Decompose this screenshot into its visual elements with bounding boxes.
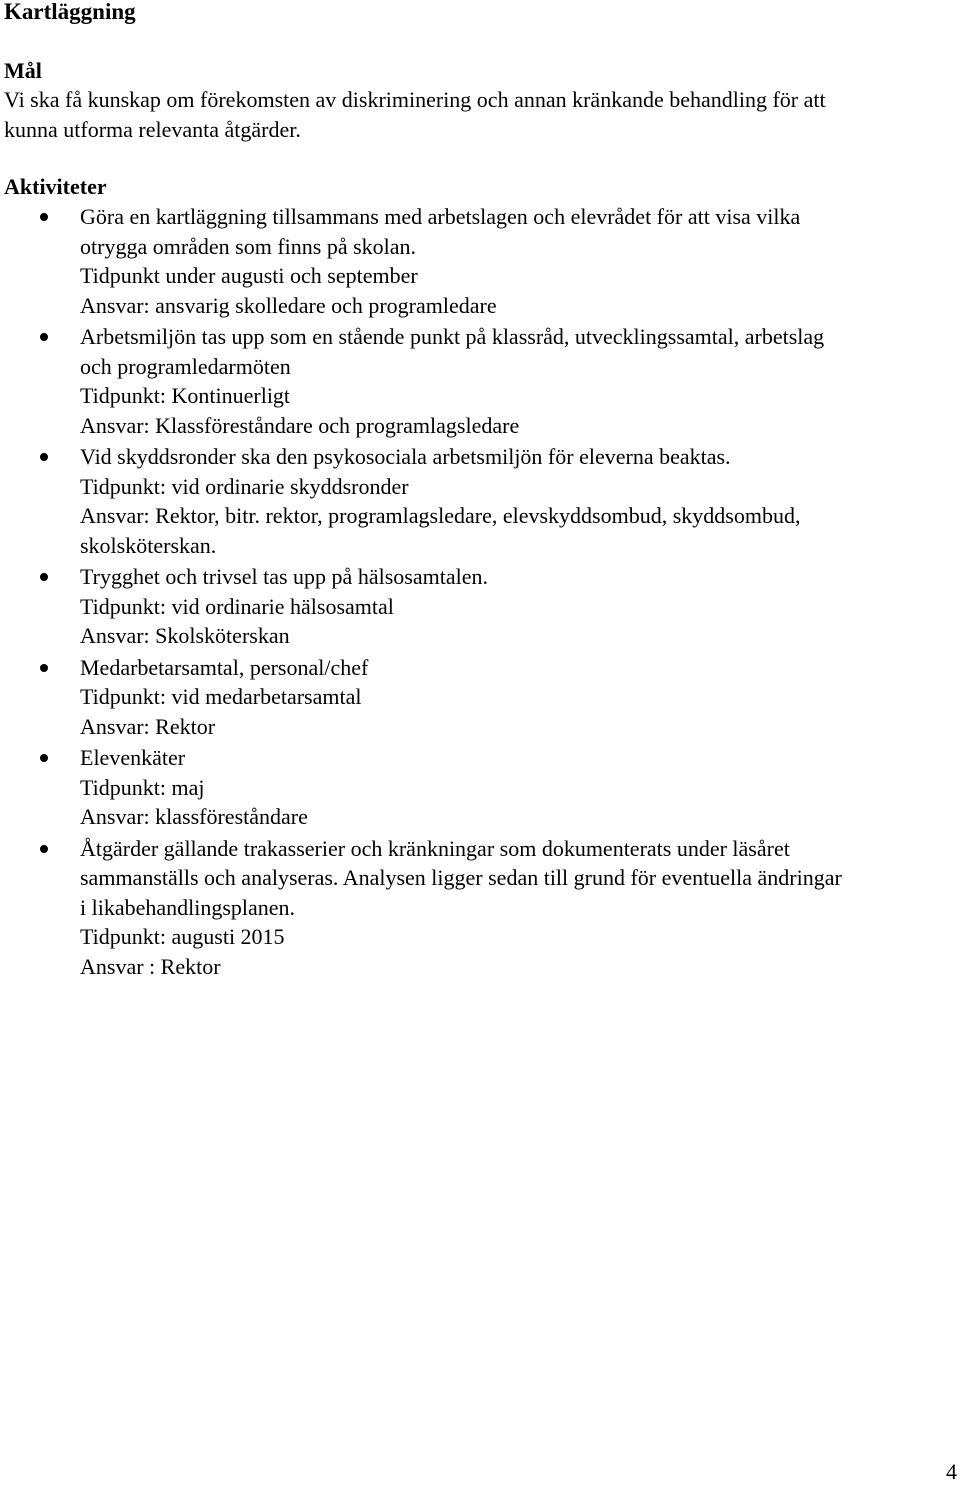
activity-item bbox=[0, 834, 960, 982]
activity-line: i likabehandlingsplanen. bbox=[80, 894, 296, 920]
activity-line: Ansvar : Rektor bbox=[80, 953, 221, 979]
bullet-icon bbox=[40, 573, 48, 581]
activity-line: Ansvar: Klassföreståndare och programlagsledare bbox=[80, 412, 520, 438]
bullet-icon bbox=[40, 453, 48, 461]
page-number: 4 bbox=[946, 1459, 957, 1484]
activity-line: Ansvar: ansvarig skolledare och programledare bbox=[80, 292, 497, 318]
goal-line: Vi ska få kunskap om förekomsten av diskriminering och annan kränkande behandling för att bbox=[4, 87, 826, 112]
activity-line: Ansvar: Rektor bbox=[80, 713, 216, 739]
activity-line: otrygga områden som finns på skolan. bbox=[80, 233, 417, 259]
activity-item bbox=[0, 653, 960, 742]
activity-line: Tidpunkt under augusti och september bbox=[80, 263, 418, 288]
activity-line: Åtgärder gällande trakasserier och kränkningar som dokumenterats under läsåret bbox=[80, 835, 790, 861]
bullet-icon bbox=[40, 754, 48, 762]
bullet-icon bbox=[40, 333, 48, 341]
activity-item bbox=[0, 562, 960, 651]
activity-line: Tidpunkt: vid ordinarie hälsosamtal bbox=[80, 593, 394, 619]
activity-line: Vid skyddsronder ska den psykosociala arbetsmiljön för eleverna beaktas. bbox=[80, 444, 731, 469]
goal-line: kunna utforma relevanta åtgärder. bbox=[4, 116, 301, 142]
activity-line: Trygghet och trivsel tas upp på hälsosamtalen. bbox=[80, 564, 488, 589]
activity-line: Elevenkäter bbox=[80, 745, 186, 770]
activity-item bbox=[0, 322, 960, 440]
activity-line: Ansvar: klassföreståndare bbox=[80, 804, 308, 829]
bullet-icon bbox=[40, 664, 48, 672]
activity-line: Göra en kartläggning tillsammans med arbetslagen och elevrådet för att visa vilka bbox=[80, 204, 801, 229]
activity-line: Medarbetarsamtal, personal/chef bbox=[80, 654, 369, 680]
activity-line: Tidpunkt: maj bbox=[80, 774, 205, 800]
goal-heading: Mål bbox=[4, 58, 42, 83]
activities-heading: Aktiviteter bbox=[4, 174, 107, 199]
activity-line: Ansvar: Skolsköterskan bbox=[80, 623, 290, 648]
bullet-icon bbox=[40, 213, 48, 221]
activity-line: sammanställs och analyseras. Analysen ligger sedan till grund för eventuella ändringar bbox=[80, 865, 842, 890]
bullet-icon bbox=[40, 845, 48, 853]
activity-line: Tidpunkt: augusti 2015 bbox=[80, 924, 285, 949]
goal-paragraph bbox=[4, 85, 954, 144]
activity-line: och programledarmöten bbox=[80, 353, 291, 379]
activity-line: Tidpunkt: vid medarbetarsamtal bbox=[80, 684, 362, 709]
activity-item bbox=[0, 202, 960, 320]
activity-line: Arbetsmiljön tas upp som en stående punkt på klassråd, utvecklingssamtal, arbetslag bbox=[80, 324, 825, 349]
activity-item bbox=[0, 442, 960, 560]
activity-line: skolsköterskan. bbox=[80, 532, 217, 558]
activities-list bbox=[0, 202, 960, 983]
activity-line: Ansvar: Rektor, bitr. rektor, programlagsledare, elevskyddsombud, skyddsombud, bbox=[80, 503, 801, 528]
activity-line: Tidpunkt: Kontinuerligt bbox=[80, 383, 291, 408]
activity-item bbox=[0, 743, 960, 832]
document-title: Kartläggning bbox=[4, 0, 136, 24]
activity-line: Tidpunkt: vid ordinarie skyddsronder bbox=[80, 473, 409, 499]
